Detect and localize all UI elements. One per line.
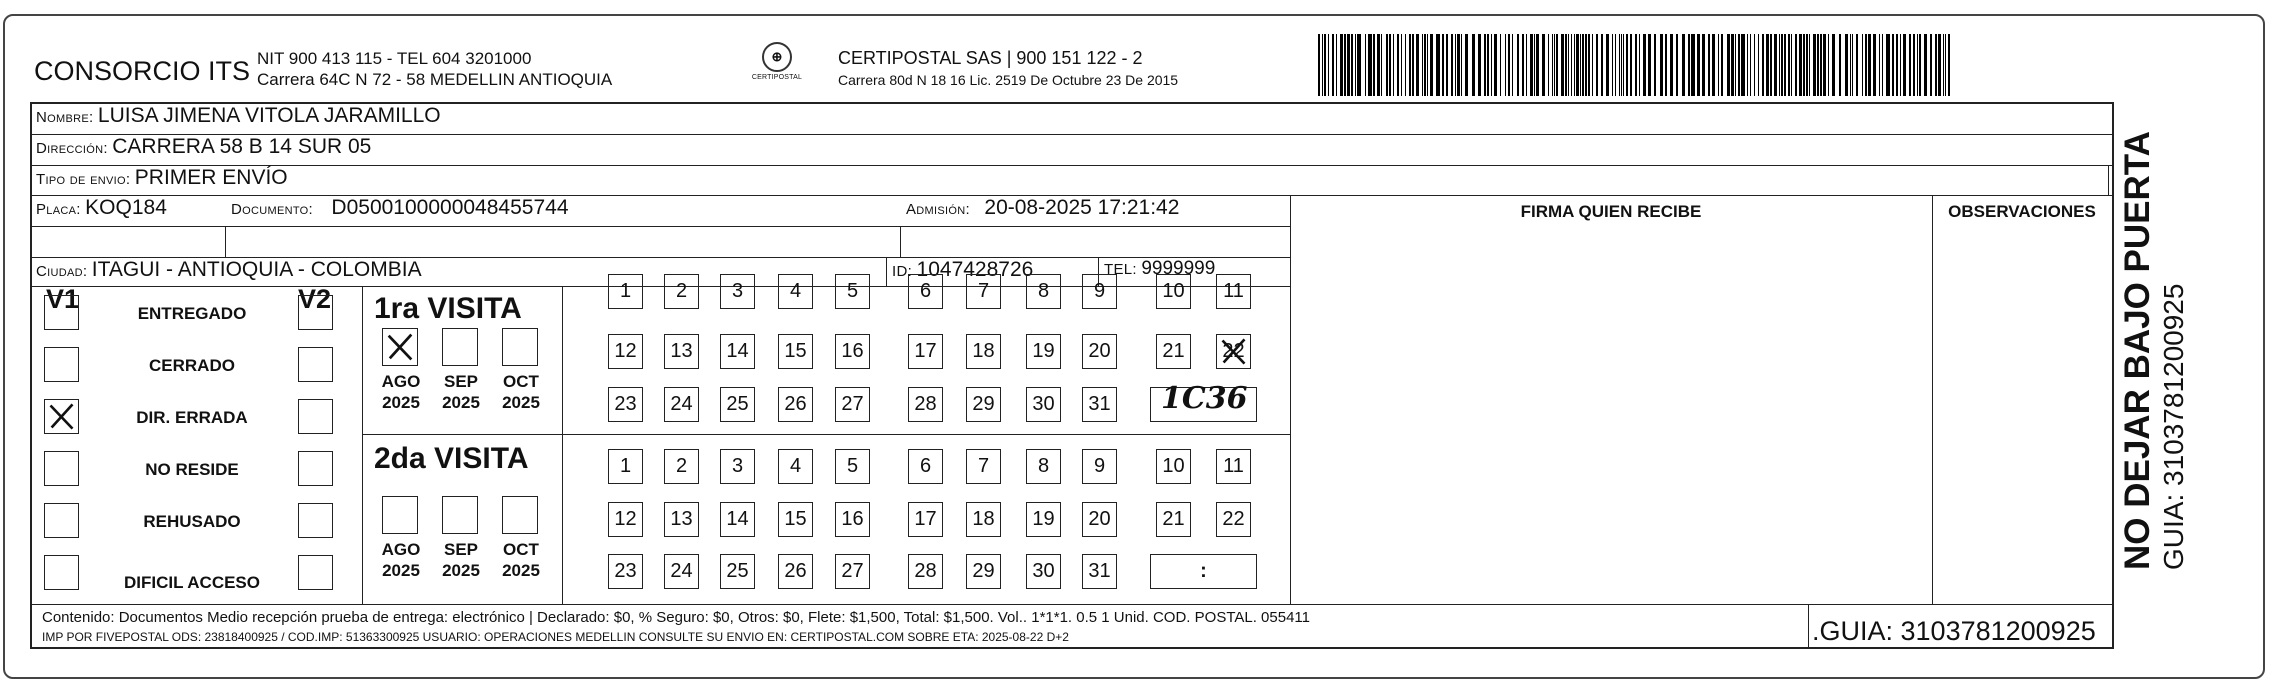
day-checkbox[interactable]: 4 <box>778 449 813 484</box>
guia-number: .GUIA: 3103781200925 <box>1812 616 2096 646</box>
day-checkbox[interactable]: 18 <box>966 502 1001 537</box>
day-checkbox[interactable]: 27 <box>835 554 870 589</box>
day-checkbox[interactable]: 14 <box>720 502 755 537</box>
company-info <box>257 48 612 90</box>
day-checkbox[interactable]: 17 <box>908 334 943 369</box>
day-checkbox[interactable]: 5 <box>835 449 870 484</box>
day-checkbox[interactable]: 30 <box>1026 554 1061 589</box>
observations-area[interactable] <box>1934 228 2110 602</box>
v2-checkbox[interactable] <box>298 295 333 330</box>
carrier-name: CERTIPOSTAL SAS | 900 151 122 - 2 <box>838 48 1143 68</box>
month-label: OCT 2025 <box>502 540 540 580</box>
tel-value: 9999999 <box>1141 258 1216 279</box>
recipient-address: CARRERA 58 B 14 SUR 05 <box>112 135 372 158</box>
shipping-form <box>30 102 2114 649</box>
v1-header: V1 <box>46 284 80 314</box>
v2-checkbox[interactable] <box>298 555 333 590</box>
day-checkbox[interactable]: 26 <box>778 554 813 589</box>
day-checkbox[interactable]: 15 <box>778 334 813 369</box>
signature-area[interactable] <box>1292 228 1930 602</box>
city-label: Ciudad: <box>36 263 88 280</box>
print-details: IMP POR FIVEPOSTAL ODS: 23818400925 / COD.IMP: 51363300925 USUARIO: OPERACIONES MEDELLIN CONSULTE SU ENVIO EN: CERTIPOSTAL.COM SOBRE ETA: 2025-08-22 D+2 <box>42 630 1069 644</box>
day-checkbox[interactable]: 8 <box>1026 274 1061 309</box>
day-checkbox[interactable]: 28 <box>908 387 943 422</box>
month-checkbox[interactable] <box>442 496 478 534</box>
signature-header: FIRMA QUIEN RECIBE <box>1520 202 1702 221</box>
month-checkbox[interactable] <box>502 496 538 534</box>
month-checkbox[interactable] <box>382 328 418 366</box>
day-checkbox[interactable]: 13 <box>664 334 699 369</box>
v1-checkbox[interactable] <box>44 555 79 590</box>
day-checkbox[interactable]: 31 <box>1082 387 1117 422</box>
content-details: Contenido: Documentos Medio recepción prueba de entrega: electrónico | Declarado: $0, % Seguro: $0, Otros: $0, Flete: $1,500, Total: $1,500. Vol.. 1*1*1. 0.5 1 Unid. COD. POSTAL. 055411 <box>42 609 1310 626</box>
month-checkbox[interactable] <box>382 496 418 534</box>
day-checkbox[interactable]: 10 <box>1156 449 1191 484</box>
company-nit: NIT 900 413 115 - TEL 604 3201000 <box>257 49 532 68</box>
document-label: Documento: <box>231 201 313 218</box>
day-checkbox[interactable]: 4 <box>778 274 813 309</box>
month-label: AGO 2025 <box>381 372 421 412</box>
day-checkbox[interactable]: 23 <box>608 387 643 422</box>
shipment-label: Tipo de envio: <box>36 171 131 188</box>
city-cell <box>36 258 422 282</box>
day-checkbox[interactable]: 12 <box>608 334 643 369</box>
side-notice <box>2118 50 2270 570</box>
status-option-label: ENTREGADO <box>137 304 247 323</box>
day-checkbox[interactable]: 9 <box>1082 449 1117 484</box>
day-checkbox[interactable]: 21 <box>1156 334 1191 369</box>
document-cell <box>231 196 569 220</box>
day-checkbox[interactable]: 6 <box>908 449 943 484</box>
status-option-label: CERRADO <box>149 356 235 375</box>
day-checkbox[interactable]: 20 <box>1082 334 1117 369</box>
recipient-name: LUISA JIMENA VITOLA JARAMILLO <box>97 104 441 127</box>
side-guia-number: GUIA: 3103781200925 <box>2158 283 2189 570</box>
day-checkbox[interactable]: 19 <box>1026 502 1061 537</box>
visit2-title: 2da VISITA <box>374 442 529 475</box>
id-value: 1047428726 <box>916 258 1034 281</box>
v2-checkbox[interactable] <box>298 347 333 382</box>
v1-checkbox[interactable] <box>44 399 79 434</box>
day-checkbox[interactable]: 24 <box>664 387 699 422</box>
day-checkbox[interactable]: 26 <box>778 387 813 422</box>
day-checkbox[interactable]: 2 <box>664 449 699 484</box>
day-checkbox[interactable]: 11 <box>1216 449 1251 484</box>
v1-checkbox[interactable] <box>44 451 79 486</box>
v2-checkbox[interactable] <box>298 503 333 538</box>
day-checkbox[interactable]: 1 <box>608 274 643 309</box>
day-checkbox[interactable]: 18 <box>966 334 1001 369</box>
name-label: Nombre: <box>36 109 94 126</box>
month-checkbox[interactable] <box>442 328 478 366</box>
address-row <box>36 135 371 159</box>
visit1-title: 1ra VISITA <box>374 292 522 325</box>
status-option-label: DIR. ERRADA <box>136 408 248 427</box>
day-checkbox[interactable]: 25 <box>720 387 755 422</box>
v1-checkbox[interactable] <box>44 503 79 538</box>
day-checkbox[interactable]: 29 <box>966 387 1001 422</box>
day-checkbox[interactable]: 8 <box>1026 449 1061 484</box>
day-checkbox[interactable]: 7 <box>966 274 1001 309</box>
day-checkbox[interactable]: 12 <box>608 502 643 537</box>
document-value: D0500100000048455744 <box>331 196 569 219</box>
carrier-license: Carrera 80d N 18 16 Lic. 2519 De Octubre 23 De 2015 <box>838 72 1179 88</box>
admission-cell <box>906 196 1179 220</box>
day-checkbox[interactable]: 10 <box>1156 274 1191 309</box>
day-checkbox[interactable]: 17 <box>908 502 943 537</box>
month-label: AGO 2025 <box>381 540 421 580</box>
day-checkbox[interactable]: 16 <box>835 502 870 537</box>
day-checkbox[interactable]: 29 <box>966 554 1001 589</box>
day-checkbox[interactable]: 3 <box>720 274 755 309</box>
tel-label: TEL: <box>1104 261 1137 278</box>
barcode <box>1318 34 1955 96</box>
day-checkbox[interactable]: 30 <box>1026 387 1061 422</box>
observations-header: OBSERVACIONES <box>1948 202 2096 221</box>
day-checkbox[interactable]: 20 <box>1082 502 1117 537</box>
city-value: ITAGUI - ANTIOQUIA - COLOMBIA <box>91 258 422 281</box>
day-checkbox[interactable]: 2 <box>664 274 699 309</box>
admission-label: Admisión: <box>906 201 970 218</box>
day-checkbox[interactable]: 11 <box>1216 274 1251 309</box>
day-checkbox[interactable]: 5 <box>835 274 870 309</box>
day-checkbox[interactable]: 13 <box>664 502 699 537</box>
do-not-leave-warning: NO DEJAR BAJO PUERTA <box>2118 131 2157 570</box>
day-checkbox[interactable]: 23 <box>608 554 643 589</box>
day-checkbox[interactable]: 22 <box>1216 502 1251 537</box>
day-checkbox[interactable]: 22 <box>1216 334 1251 369</box>
day-checkbox[interactable]: 19 <box>1026 334 1061 369</box>
day-checkbox[interactable]: 16 <box>835 334 870 369</box>
handwritten-time: 1C36 <box>1161 381 1248 416</box>
plate-cell <box>36 196 167 220</box>
day-checkbox[interactable]: 15 <box>778 502 813 537</box>
admission-value: 20-08-2025 17:21:42 <box>984 196 1180 219</box>
v1-checkbox[interactable] <box>44 347 79 382</box>
time-field[interactable]: : <box>1150 554 1257 589</box>
v2-checkbox[interactable] <box>298 451 333 486</box>
day-checkbox[interactable]: 1 <box>608 449 643 484</box>
day-checkbox[interactable]: 21 <box>1156 502 1191 537</box>
day-checkbox[interactable]: 27 <box>835 387 870 422</box>
plate-value: KOQ184 <box>85 196 167 219</box>
day-checkbox[interactable]: 3 <box>720 449 755 484</box>
company-name: CONSORCIO ITS <box>34 56 251 86</box>
v2-header: V2 <box>298 284 332 314</box>
day-checkbox[interactable]: 6 <box>908 274 943 309</box>
day-checkbox[interactable]: 28 <box>908 554 943 589</box>
v1-checkbox[interactable] <box>44 295 79 330</box>
name-row <box>36 104 441 128</box>
company-address: Carrera 64C N 72 - 58 MEDELLIN ANTIOQUIA <box>257 70 613 89</box>
carrier-info <box>838 47 1178 91</box>
time-field[interactable] <box>1150 381 1257 422</box>
month-label: OCT 2025 <box>502 372 540 412</box>
shipment-row <box>36 166 288 190</box>
month-label: SEP 2025 <box>442 540 480 580</box>
day-checkbox[interactable]: 14 <box>720 334 755 369</box>
id-label: ID: <box>892 263 913 280</box>
logo-text: CERTIPOSTAL <box>751 74 803 81</box>
status-option-label: DIFICIL ACCESO <box>123 573 260 592</box>
month-label: SEP 2025 <box>442 372 480 412</box>
day-checkbox[interactable]: 7 <box>966 449 1001 484</box>
v2-checkbox[interactable] <box>298 399 333 434</box>
plate-label: Placa: <box>36 201 81 218</box>
address-label: Dirección: <box>36 140 108 157</box>
day-checkbox[interactable]: 24 <box>664 554 699 589</box>
day-checkbox[interactable]: 25 <box>720 554 755 589</box>
status-option-label: REHUSADO <box>143 512 241 531</box>
day-checkbox[interactable]: 9 <box>1082 274 1117 309</box>
day-checkbox[interactable]: 31 <box>1082 554 1117 589</box>
month-checkbox[interactable] <box>502 328 538 366</box>
status-option-label: NO RESIDE <box>145 460 239 479</box>
shipment-type: PRIMER ENVÍO <box>134 166 288 189</box>
certipostal-logo-icon: ⊕ CERTIPOSTAL <box>744 36 810 96</box>
